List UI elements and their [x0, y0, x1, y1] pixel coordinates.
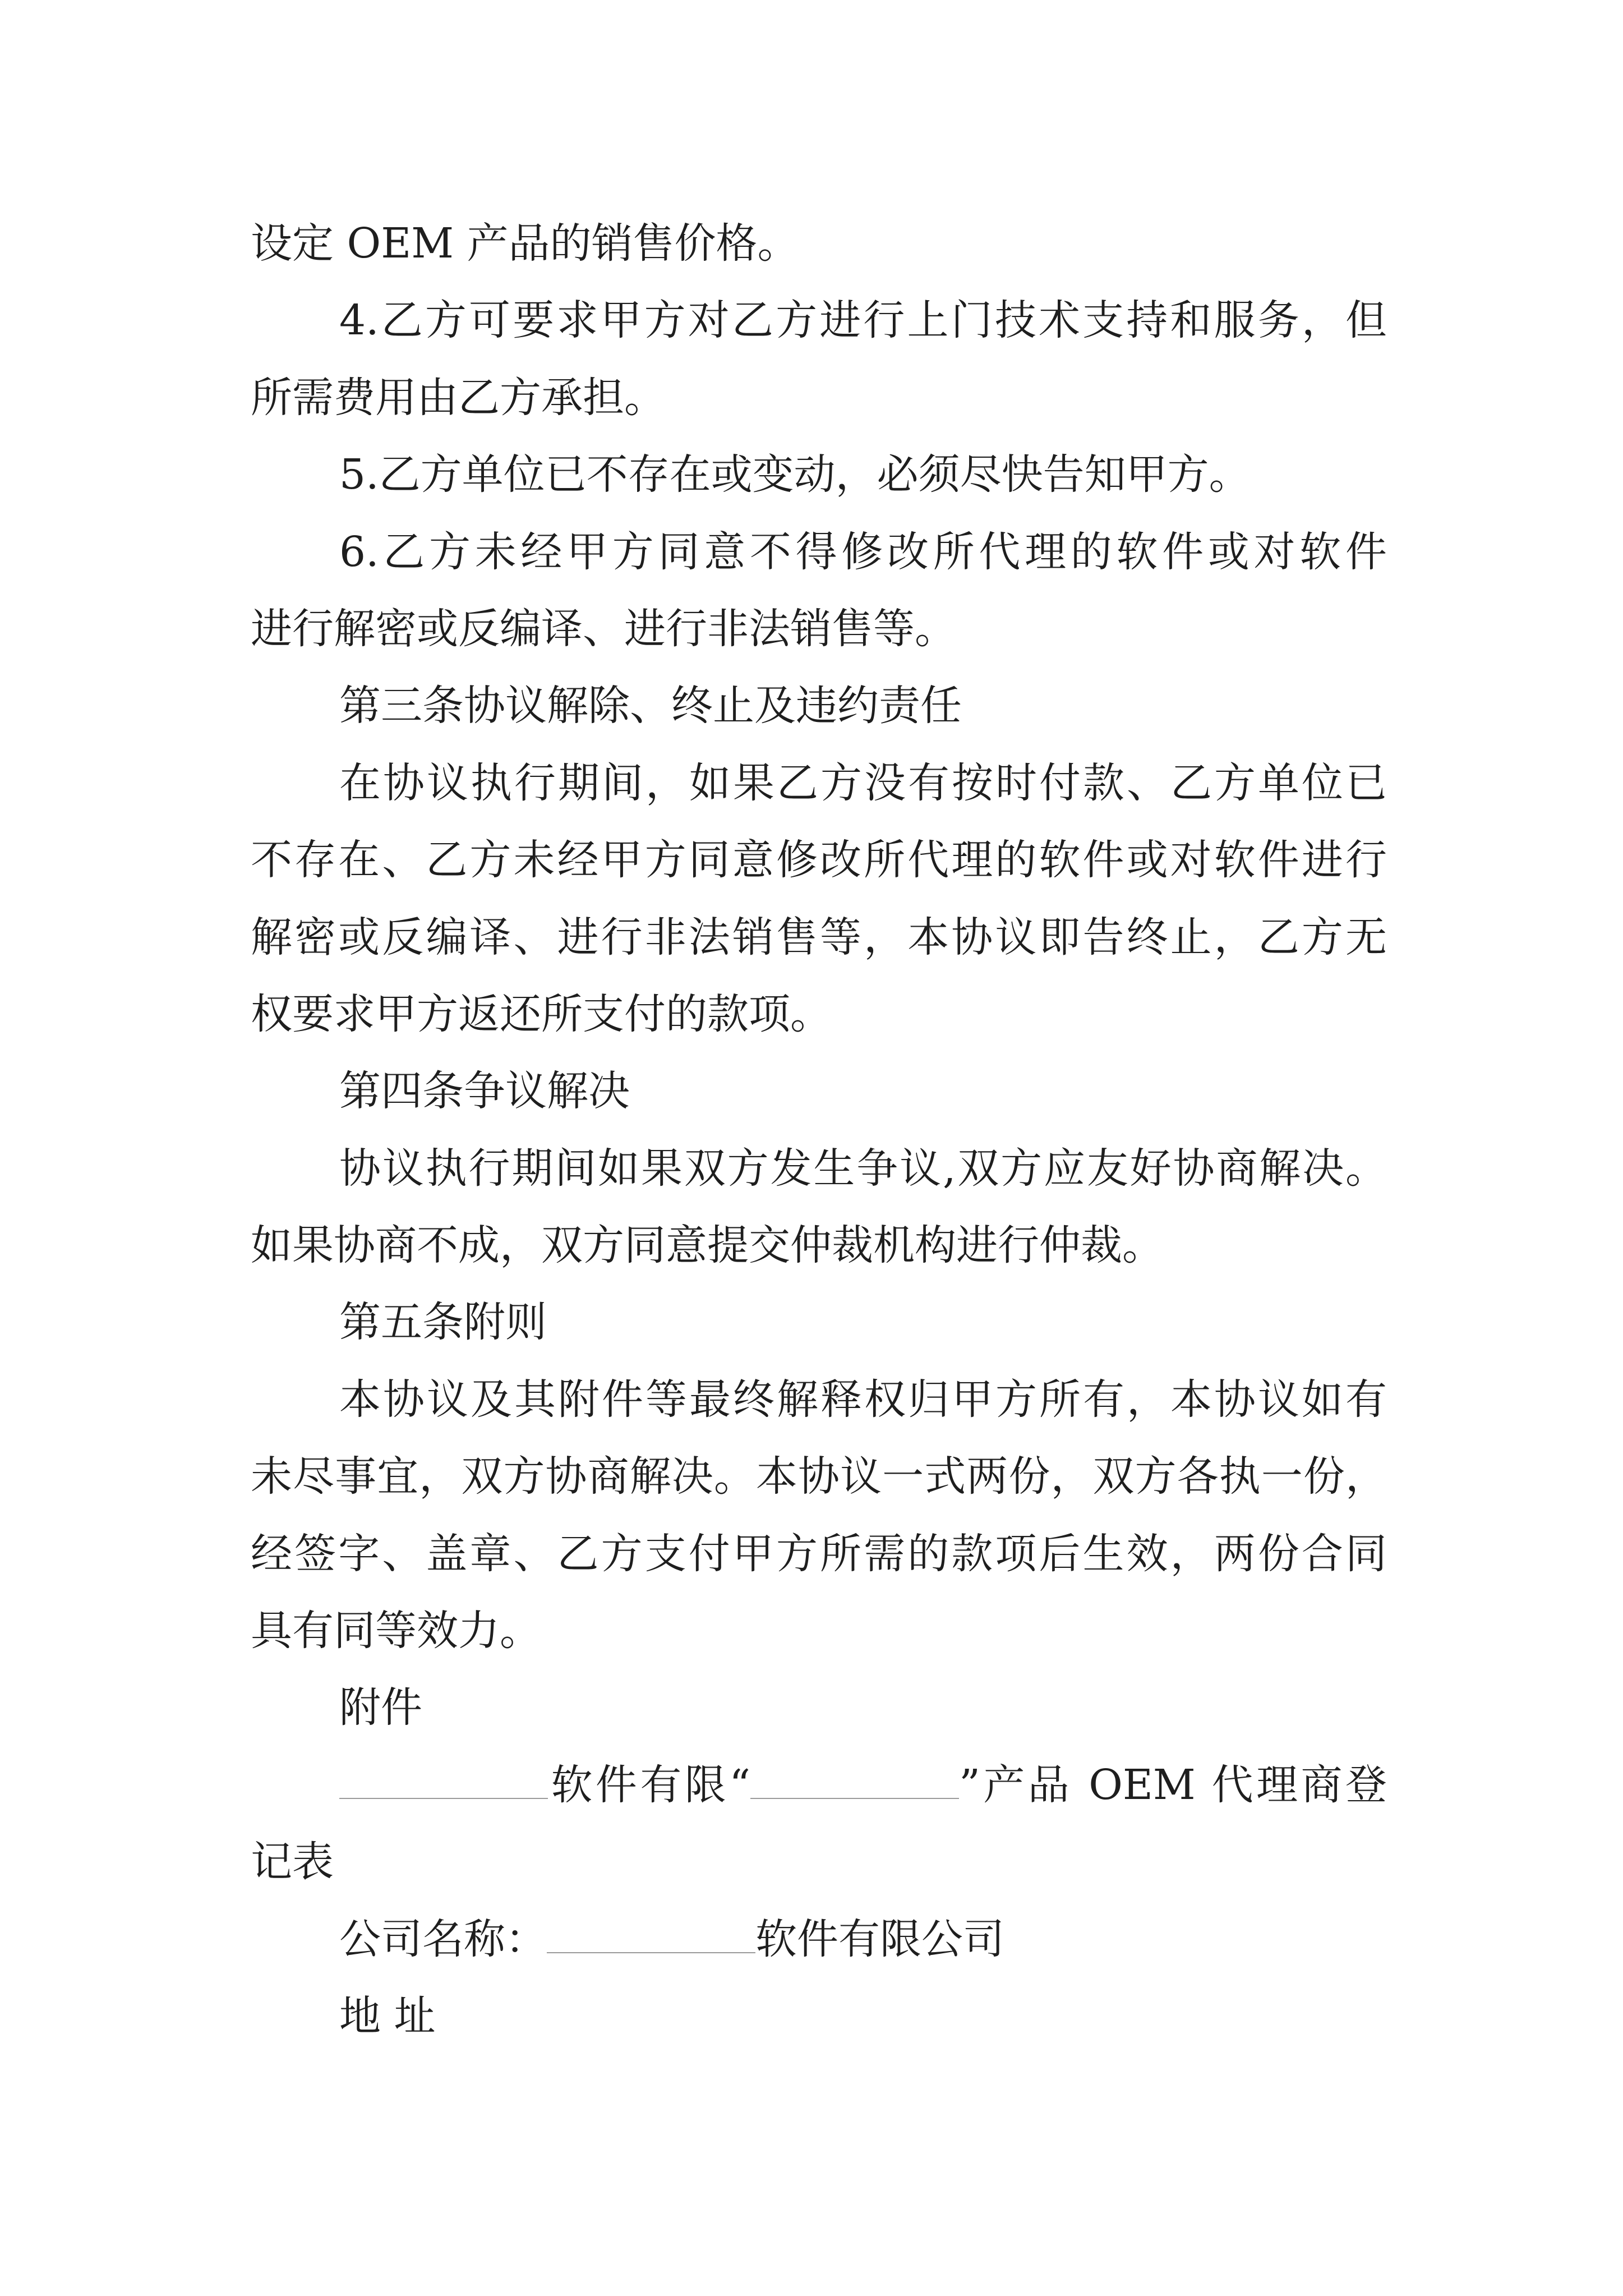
- text-line: 如果协商不成，双方同意提交仲裁机构进行仲裁。: [251, 1221, 1164, 1270]
- registration-form-title: [251, 1747, 1387, 1824]
- company-name-field: [251, 1901, 1387, 1978]
- text-line: 设定 OEM 产品的销售价格。: [251, 219, 799, 268]
- text-line: 在协议执行期间，如果乙方没有按时付款、乙方单位已: [339, 758, 1387, 807]
- company-name-label: 公司名称：: [339, 1915, 547, 1963]
- text-line: 解密或反编译、进行非法销售等，本协议即告终止，乙方无: [251, 913, 1387, 961]
- text-line: 4.乙方可要求甲方对乙方进行上门技术支持和服务，但: [339, 296, 1387, 345]
- text-line: 进行解密或反编译、进行非法销售等。: [251, 604, 956, 653]
- text-line: 不存在、乙方未经甲方同意修改所代理的软件或对软件进行: [251, 836, 1387, 885]
- text-line: 6.乙方未经甲方同意不得修改所代理的软件或对软件: [339, 527, 1387, 576]
- title-text-part: ”产品 OEM 代理商登: [959, 1760, 1387, 1809]
- text-line: 5.乙方单位已不存在或变动，必须尽快告知甲方。: [339, 450, 1251, 499]
- text-line: 记表: [251, 1838, 334, 1887]
- section-heading-3: 第三条协议解除、终止及违约责任: [339, 682, 962, 730]
- fill-in-blank: [750, 1763, 959, 1799]
- text-line: 权要求甲方返还所支付的款项。: [251, 990, 832, 1038]
- text-line: 所需费用由乙方承担。: [251, 373, 666, 422]
- text-line: 未尽事宜，双方协商解决。本协议一式两份，双方各执一份，: [251, 1452, 1387, 1501]
- section-heading-4: 第四条争议解决: [339, 1067, 630, 1116]
- fill-in-blank: [339, 1763, 548, 1799]
- title-text-part: 软件有限“: [548, 1760, 751, 1809]
- document-body: [251, 205, 1387, 2055]
- fill-in-blank: [547, 1917, 755, 1953]
- text-line: 经签字、盖章、乙方支付甲方所需的款项后生效，两份合同: [251, 1529, 1387, 1578]
- address-field-label: 地 址: [339, 1991, 436, 2040]
- text-line: 具有同等效力。: [251, 1607, 541, 1655]
- text-line: 协议执行期间如果双方发生争议,双方应友好协商解决。: [339, 1144, 1387, 1193]
- company-name-suffix: 软件有限公司: [755, 1915, 1004, 1963]
- section-heading-5: 第五条附则: [339, 1298, 547, 1347]
- attachment-heading: 附件: [339, 1683, 422, 1732]
- text-line: 本协议及其附件等最终解释权归甲方所有，本协议如有: [339, 1375, 1387, 1424]
